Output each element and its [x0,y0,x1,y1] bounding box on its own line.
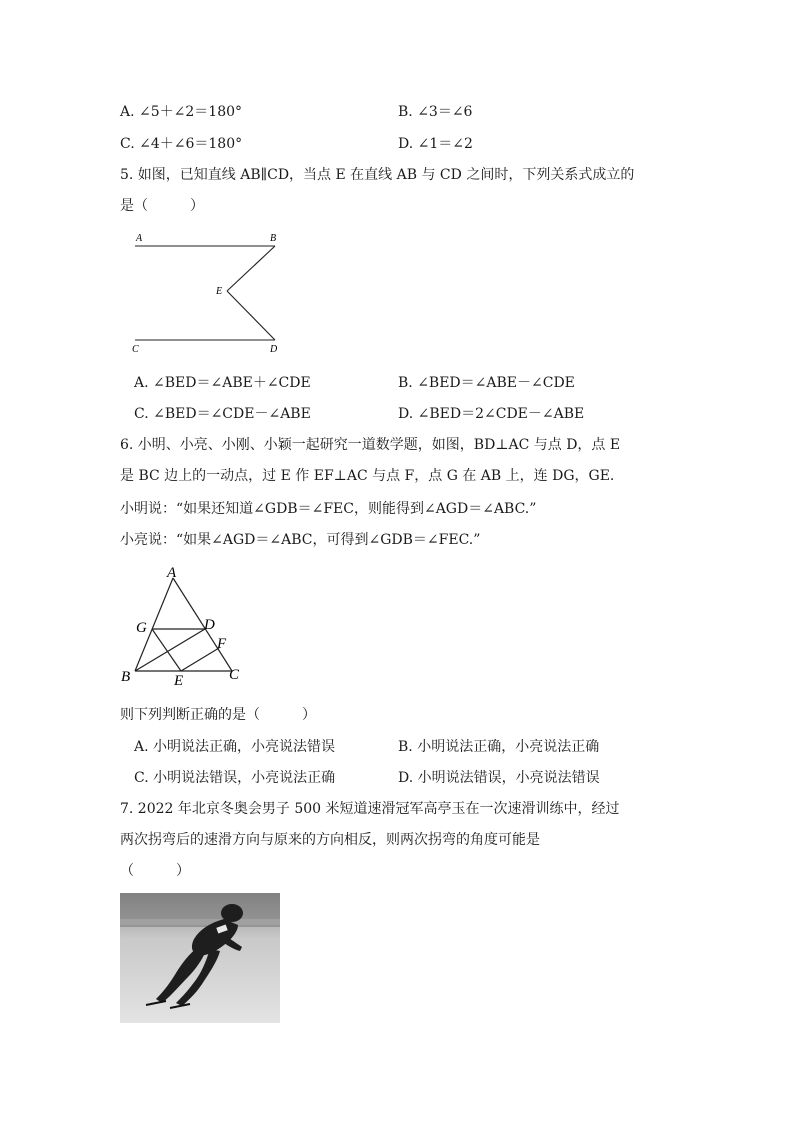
q5-label-c: C [132,344,139,355]
q6-label-c: C [229,667,240,683]
q6-label-d: D [204,617,215,633]
q5-label-d: D [270,344,278,355]
q6-option-a: A. 小明说法正确，小亮说法错误 [134,739,336,755]
q6-option-b: B. 小明说法正确，小亮说法正确 [398,739,600,755]
q6-label-b: B [121,669,131,685]
q5-label-b: B [270,233,277,244]
q5-label-e: E [216,286,223,297]
q5-option-b: B. ∠BED＝∠ABE－∠CDE [398,375,575,391]
speed-skater-photo-icon [120,893,280,1023]
q6-option-d: D. 小明说法错误，小亮说法错误 [398,770,600,786]
q5-stem-line1: 5. 如图，已知直线 AB∥CD，当点 E 在直线 AB 与 CD 之间时，下列关系式成立的 [120,167,635,183]
q5-label-a: A [136,233,143,244]
q5-figure [125,228,285,356]
q7-stem-line2: 两次拐弯后的速滑方向与原来的方向相反，则两次拐弯的角度可能是 [120,832,540,848]
q6-option-c: C. 小明说法错误，小亮说法正确 [134,770,336,786]
q5-option-d: D. ∠BED＝2∠CDE－∠ABE [398,406,585,422]
q6-side-ac [173,578,232,671]
q6-label-a: A [167,565,177,581]
q5-option-c: C. ∠BED＝∠CDE－∠ABE [134,406,311,422]
q6-prompt: 则下列判断正确的是（ ） [120,707,316,723]
q6-segment-ge [152,629,181,671]
q6-figure [115,560,255,690]
q7-stem-line1: 7. 2022 年北京冬奥会男子 500 米短道速滑冠军高亭玉在一次速滑训练中，经过 [120,801,620,817]
q4-option-d: D. ∠1＝∠2 [398,136,473,152]
q6-label-e: E [174,673,184,689]
q4-option-a: A. ∠5＋∠2＝180° [120,104,243,120]
q6-xiaoming-statement: 小明说：“如果还知道∠GDB＝∠FEC，则能得到∠AGD＝∠ABC.” [120,501,537,517]
q6-segment-ef [181,648,219,671]
q5-segment-be [227,246,275,291]
q5-stem-line2: 是（ ） [120,198,204,214]
q5-option-a: A. ∠BED＝∠ABE＋∠CDE [134,375,311,391]
q6-stem-line1: 6. 小明、小亮、小刚、小颖一起研究一道数学题，如图，BD⊥AC 与点 D，点 E [120,437,621,453]
q6-label-g: G [136,620,147,636]
q4-option-b: B. ∠3＝∠6 [398,104,473,120]
q6-xiaoliang-statement: 小亮说：“如果∠AGD＝∠ABC，可得到∠GDB＝∠FEC.” [120,532,481,548]
q6-stem-line2: 是 BC 边上的一动点，过 E 作 EF⊥AC 与点 F，点 G 在 AB 上，连 DG，GE. [120,468,615,484]
q5-segment-ed [227,291,275,340]
q4-option-c: C. ∠4＋∠6＝180° [120,136,243,152]
q6-label-f: F [217,636,227,652]
q7-stem-line3: （ ） [120,863,190,879]
